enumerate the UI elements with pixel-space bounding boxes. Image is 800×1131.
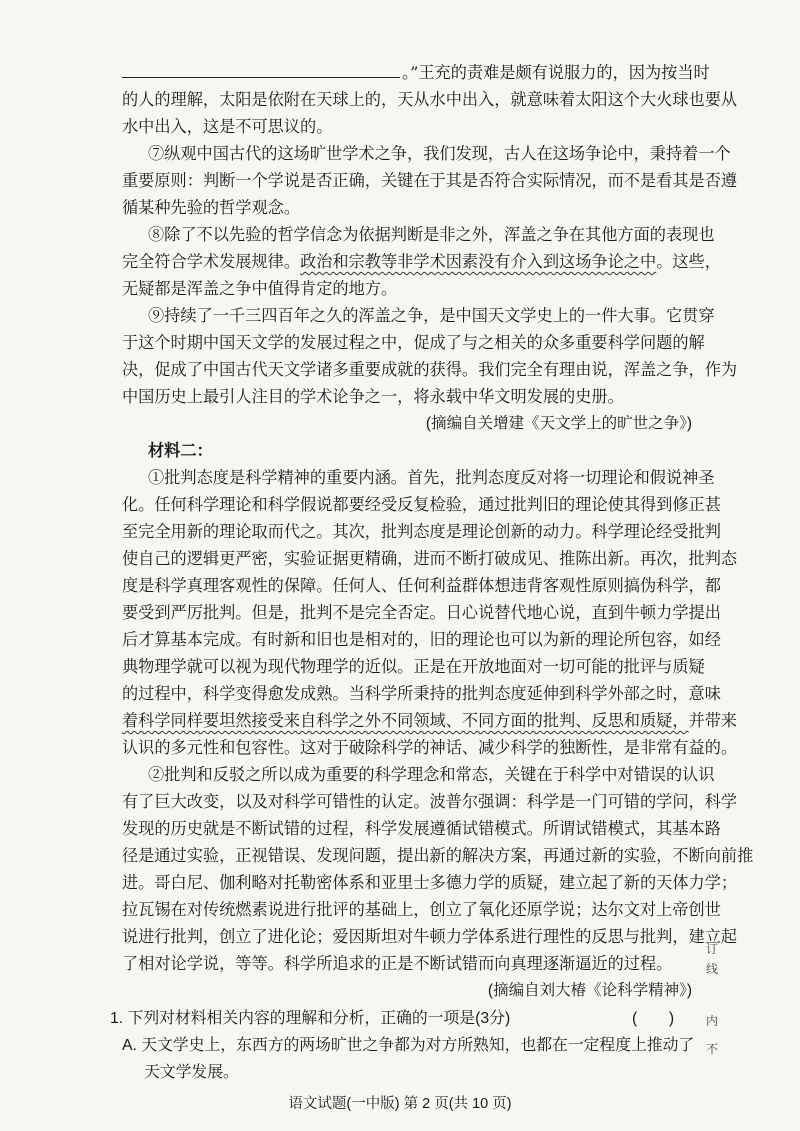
text-line: 。”王充的责难是颇有说服力的，因为按当时	[402, 63, 710, 82]
m2-paragraph-2-line: 了相对论学说，等等。科学所追求的正是不断试错而向真理逐渐逼近的过程。	[122, 954, 673, 973]
option-a-line[interactable]: 天文学发展。	[144, 1064, 239, 1081]
m2-paragraph-1-line: 要受到严厉批判。但是，批判不是完全否定。日心说替代地心说，直到牛顿力学提出	[122, 603, 721, 622]
option-a-line[interactable]: A. 天文学史上，东西方的两场旷世之争都为对方所熟知，也都在一定程度上推动了	[122, 1037, 695, 1054]
m2-paragraph-1-line	[122, 710, 737, 732]
answer-blank[interactable]	[122, 63, 400, 78]
m2-paragraph-1-line: 使自己的逻辑更严密，实验证据更精确，进而不断打破成见、推陈出新。再次，批判态	[122, 549, 738, 568]
m2-paragraph-2-line: 进。哥白尼、伽利略对托勒密体系和亚里士多德力学的质疑，建立起了新的天体力学；	[122, 873, 738, 892]
wavy-underlined-text: 政治和宗教等非学术因素没有介入到这场争论之中	[300, 252, 657, 271]
page-footer: 语文试题(一中版) 第 2 页(共 10 页)	[288, 1096, 512, 1112]
text-line: 的人的理解，太阳是依附在天球上的，天从水中出入，就意味着太阳这个大火球也要从	[122, 90, 738, 109]
m2-paragraph-2-line: 发现的历史就是不断试错的过程，科学发展遵循试错模式。所谓试错模式，其基本路	[122, 819, 721, 838]
m2-paragraph-2-line: 拉瓦锡在对传统燃素说进行批评的基础上，创立了氧化还原学说；达尔文对上帝创世	[122, 900, 721, 919]
paragraph-8-line	[122, 251, 721, 273]
paragraph-9-line: 决，促成了中国古代天文学诸多重要成就的获得。我们完全有理由说，浑盖之争，作为	[122, 360, 738, 379]
m2-paragraph-1-line: 后才算基本完成。有时新和旧也是相对的，旧的理论也可以为新的理论所包容，如经	[122, 630, 721, 649]
paragraph-8-line: ⑧除了不以先验的哲学信念为依据判断是非之外，浑盖之争在其他方面的表现也	[148, 225, 715, 244]
m2-paragraph-1-line: 典物理学就可以视为现代物理学的近似。正是在开放地面对一切可能的批评与质疑	[122, 657, 705, 676]
margin-mark: 线	[706, 962, 719, 976]
margin-mark: 内	[706, 1014, 719, 1028]
source-citation-1: (摘编自关增建《天文学上的旷世之争》)	[425, 415, 692, 432]
m2-paragraph-1-line: ①批判态度是科学精神的重要内涵。首先，批判态度反对将一切理论和假说神圣	[148, 468, 715, 487]
fill-blank-line	[122, 62, 710, 84]
paragraph-9-line: 中国历史上最引人注目的学术论争之一，将永载中华文明发展的史册。	[122, 387, 624, 406]
source-citation-2: (摘编自刘大椿《论科学精神》)	[487, 982, 692, 999]
m2-paragraph-1-line: 度是科学真理客观性的保障。任何人、任何利益群体想违背客观性原则搞伪科学，都	[122, 576, 721, 595]
paragraph-7-line: 重要原则：判断一个学说是否正确，关键在于其是否符合实际情况，而不是看其是否遵	[122, 171, 738, 190]
m2-paragraph-2-line: 说进行批判，创立了进化论；爱因斯坦对牛顿力学体系进行理性的反思与批判，建立起	[122, 927, 738, 946]
paragraph-7-line: ⑦纵观中国古代的这场旷世学术之争，我们发现，古人在这场争论中，秉持着一个	[148, 144, 731, 163]
m2-paragraph-2-line: ②批判和反驳之所以成为重要的科学理念和常态，关键在于科学中对错误的认识	[148, 765, 715, 784]
paragraph-7-line: 循某种先验的哲学观念。	[122, 198, 301, 217]
answer-bracket[interactable]: ( )	[632, 1010, 675, 1027]
m2-paragraph-2-line: 径是通过实验，正视错误、发现问题，提出新的解决方案，再通过新的实验，不断向前推	[122, 846, 754, 865]
m2-paragraph-2-line: 有了巨大改变，以及对科学可错性的认定。波普尔强调：科学是一门可错的学问，科学	[122, 792, 738, 811]
paragraph-9-line: 于这个时期中国天文学的发展过程之中，促成了与之相关的众多重要科学问题的解	[122, 333, 705, 352]
m2-paragraph-1-line: 化。任何科学理论和科学假说都要经受反复检验，通过批判旧的理论使其得到修正甚	[122, 495, 721, 514]
margin-mark: 不	[706, 1042, 719, 1056]
paragraph-9-line: ⑨持续了一千三四百年之久的浑盖之争，是中国天文学史上的一件大事。它贯穿	[148, 306, 715, 325]
text-span: 。这些，	[656, 252, 721, 271]
m2-paragraph-1-line: 至完全用新的理论取而代之。其次，批判态度是理论创新的动力。科学理论经受批判	[122, 522, 721, 541]
paragraph-8-line: 无疑都是浑盖之争中值得肯定的地方。	[122, 279, 398, 298]
text-span: 并带来	[688, 711, 738, 730]
wavy-underlined-text: 着科学同样要坦然接受来自科学之外不同领域、不同方面的批判、反思和质疑，	[122, 711, 689, 730]
text-line: 水中出入，这是不可思议的。	[122, 117, 333, 136]
text-span: 完全符合学术发展规律。	[122, 252, 301, 271]
question-1-stem: 1. 下列对材料相关内容的理解和分析，正确的一项是(3分)	[110, 1010, 511, 1027]
m2-paragraph-1-line: 认识的多元性和包容性。这对于破除科学的神话、减少科学的独断性，是非常有益的。	[122, 738, 738, 757]
m2-paragraph-1-line: 的过程中，科学变得愈发成熟。当科学所秉持的批判态度延伸到科学外部之时，意味	[122, 684, 721, 703]
margin-mark: 订	[706, 942, 719, 956]
material-two-heading: 材料二：	[148, 442, 213, 460]
